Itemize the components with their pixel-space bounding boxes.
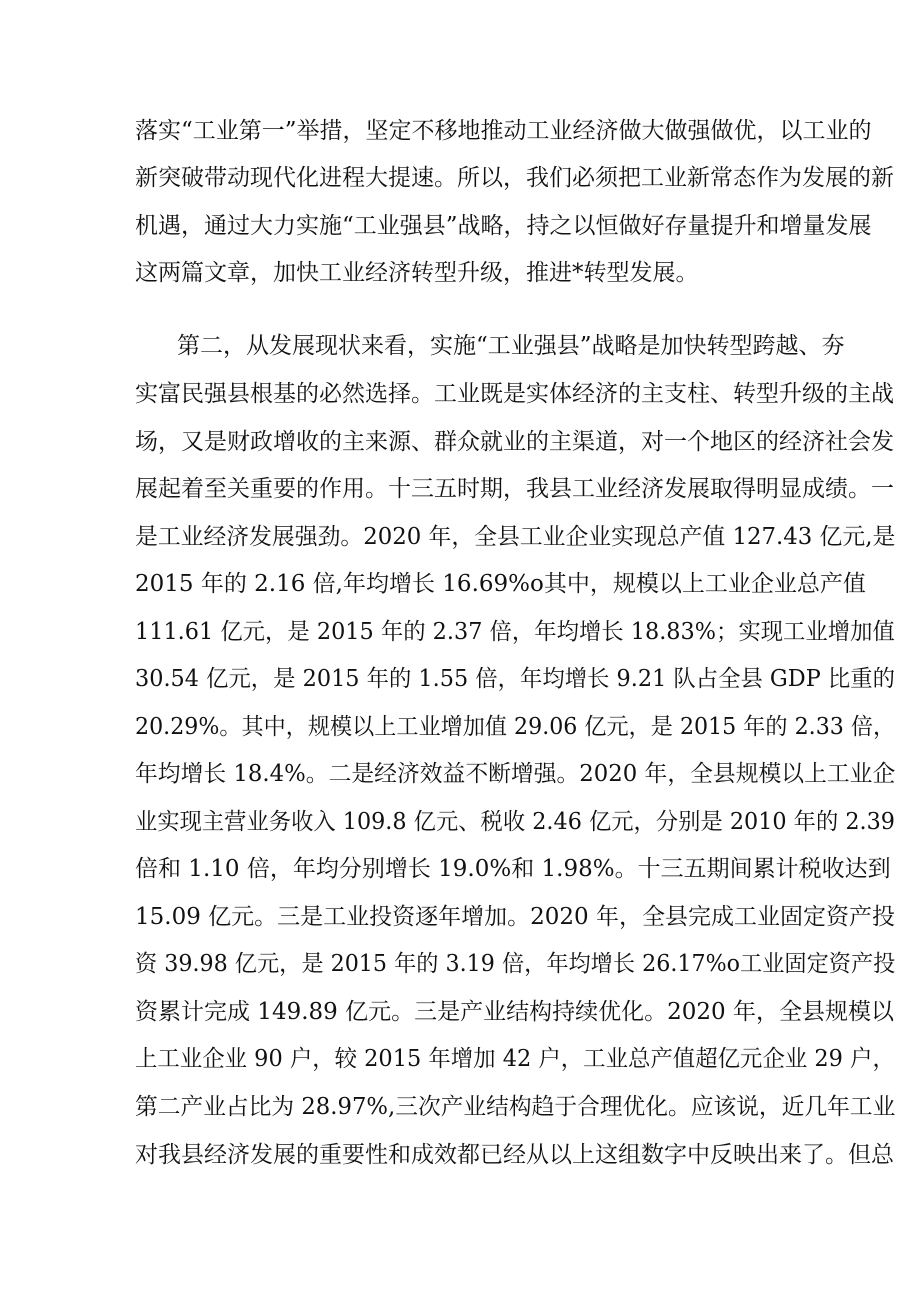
paragraph-1-line-3: 机遇，通过大力实施“工业强县”战略，持之以恒做好存量提升和增量发展 [135,213,872,239]
paragraph-2-line-8: 30.54 亿元，是 2015 年的 1.55 倍，年均增长 9.21 队占全县 GDP 比重的 [135,666,895,692]
paragraph-2-line-5: 是工业经济发展强劲。2020 年，全县工业企业实现总产值 127.43 亿元,是 [135,524,896,550]
paragraph-2-line-14: 资 39.98 亿元，是 2015 年的 3.19 倍，年均增长 26.17%o工业固定资产投 [135,951,896,977]
paragraph-2-line-6: 2015 年的 2.16 倍,年均增长 16.69%o其中，规模以上工业企业总产值 [135,571,866,597]
paragraph-1-line-2: 新突破带动现代化进程大提速。所以，我们必须把工业新常态作为发展的新 [135,165,894,191]
paragraph-2-line-12: 倍和 1.10 倍，年均分别增长 19.0%和 1.98%。十三五期间累计税收达到 [135,856,891,882]
paragraph-2-line-18: 对我县经济发展的重要性和成效都已经从以上这组数字中反映出来了。但总 [135,1142,894,1168]
paragraph-2-line-3: 场，又是财政增收的主来源、群众就业的主渠道，对一个地区的经济社会发 [135,429,894,455]
paragraph-2-line-13: 15.09 亿元。三是工业投资逐年增加。2020 年，全县完成工业固定资产投 [135,904,895,930]
paragraph-1-line-1: 落实“工业第一”举措，坚定不移地推动工业经济做大做强做优，以工业的 [135,118,872,144]
paragraph-2-line-4: 展起着至关重要的作用。十三五时期，我县工业经济发展取得明显成绩。一 [135,476,894,502]
paragraph-2-line-17: 第二产业占比为 28.97%,三次产业结构趋于合理优化。应该说，近几年工业 [135,1094,896,1120]
paragraph-2-line-15: 资累计完成 149.89 亿元。三是产业结构持续优化。2020 年，全县规模以 [135,999,894,1025]
paragraph-2-line-16: 上工业企业 90 户，较 2015 年增加 42 户，工业总产值超亿元企业 29 户， [135,1046,895,1072]
paragraph-1-line-4: 这两篇文章，加快工业经济转型升级，推进*转型发展。 [135,260,699,286]
paragraph-2-line-7: 111.61 亿元，是 2015 年的 2.37 倍，年均增长 18.83%；实现工业增加值 [135,619,895,645]
paragraph-2-line-2: 实富民强县根基的必然选择。工业既是实体经济的主支柱、转型升级的主战 [135,381,894,407]
paragraph-2-line-1: 第二，从发展现状来看，实施“工业强县”战略是加快转型跨越、夯 [177,333,845,359]
paragraph-2-line-9: 20.29%。其中，规模以上工业增加值 29.06 亿元，是 2015 年的 2.33 倍， [135,714,896,740]
paragraph-2-line-11: 业实现主营业务收入 109.8 亿元、税收 2.46 亿元，分别是 2010 年的 2.39 [135,809,895,835]
paragraph-2-line-10: 年均增长 18.4%。二是经济效益不断增强。2020 年，全县规模以上工业企 [135,761,896,787]
